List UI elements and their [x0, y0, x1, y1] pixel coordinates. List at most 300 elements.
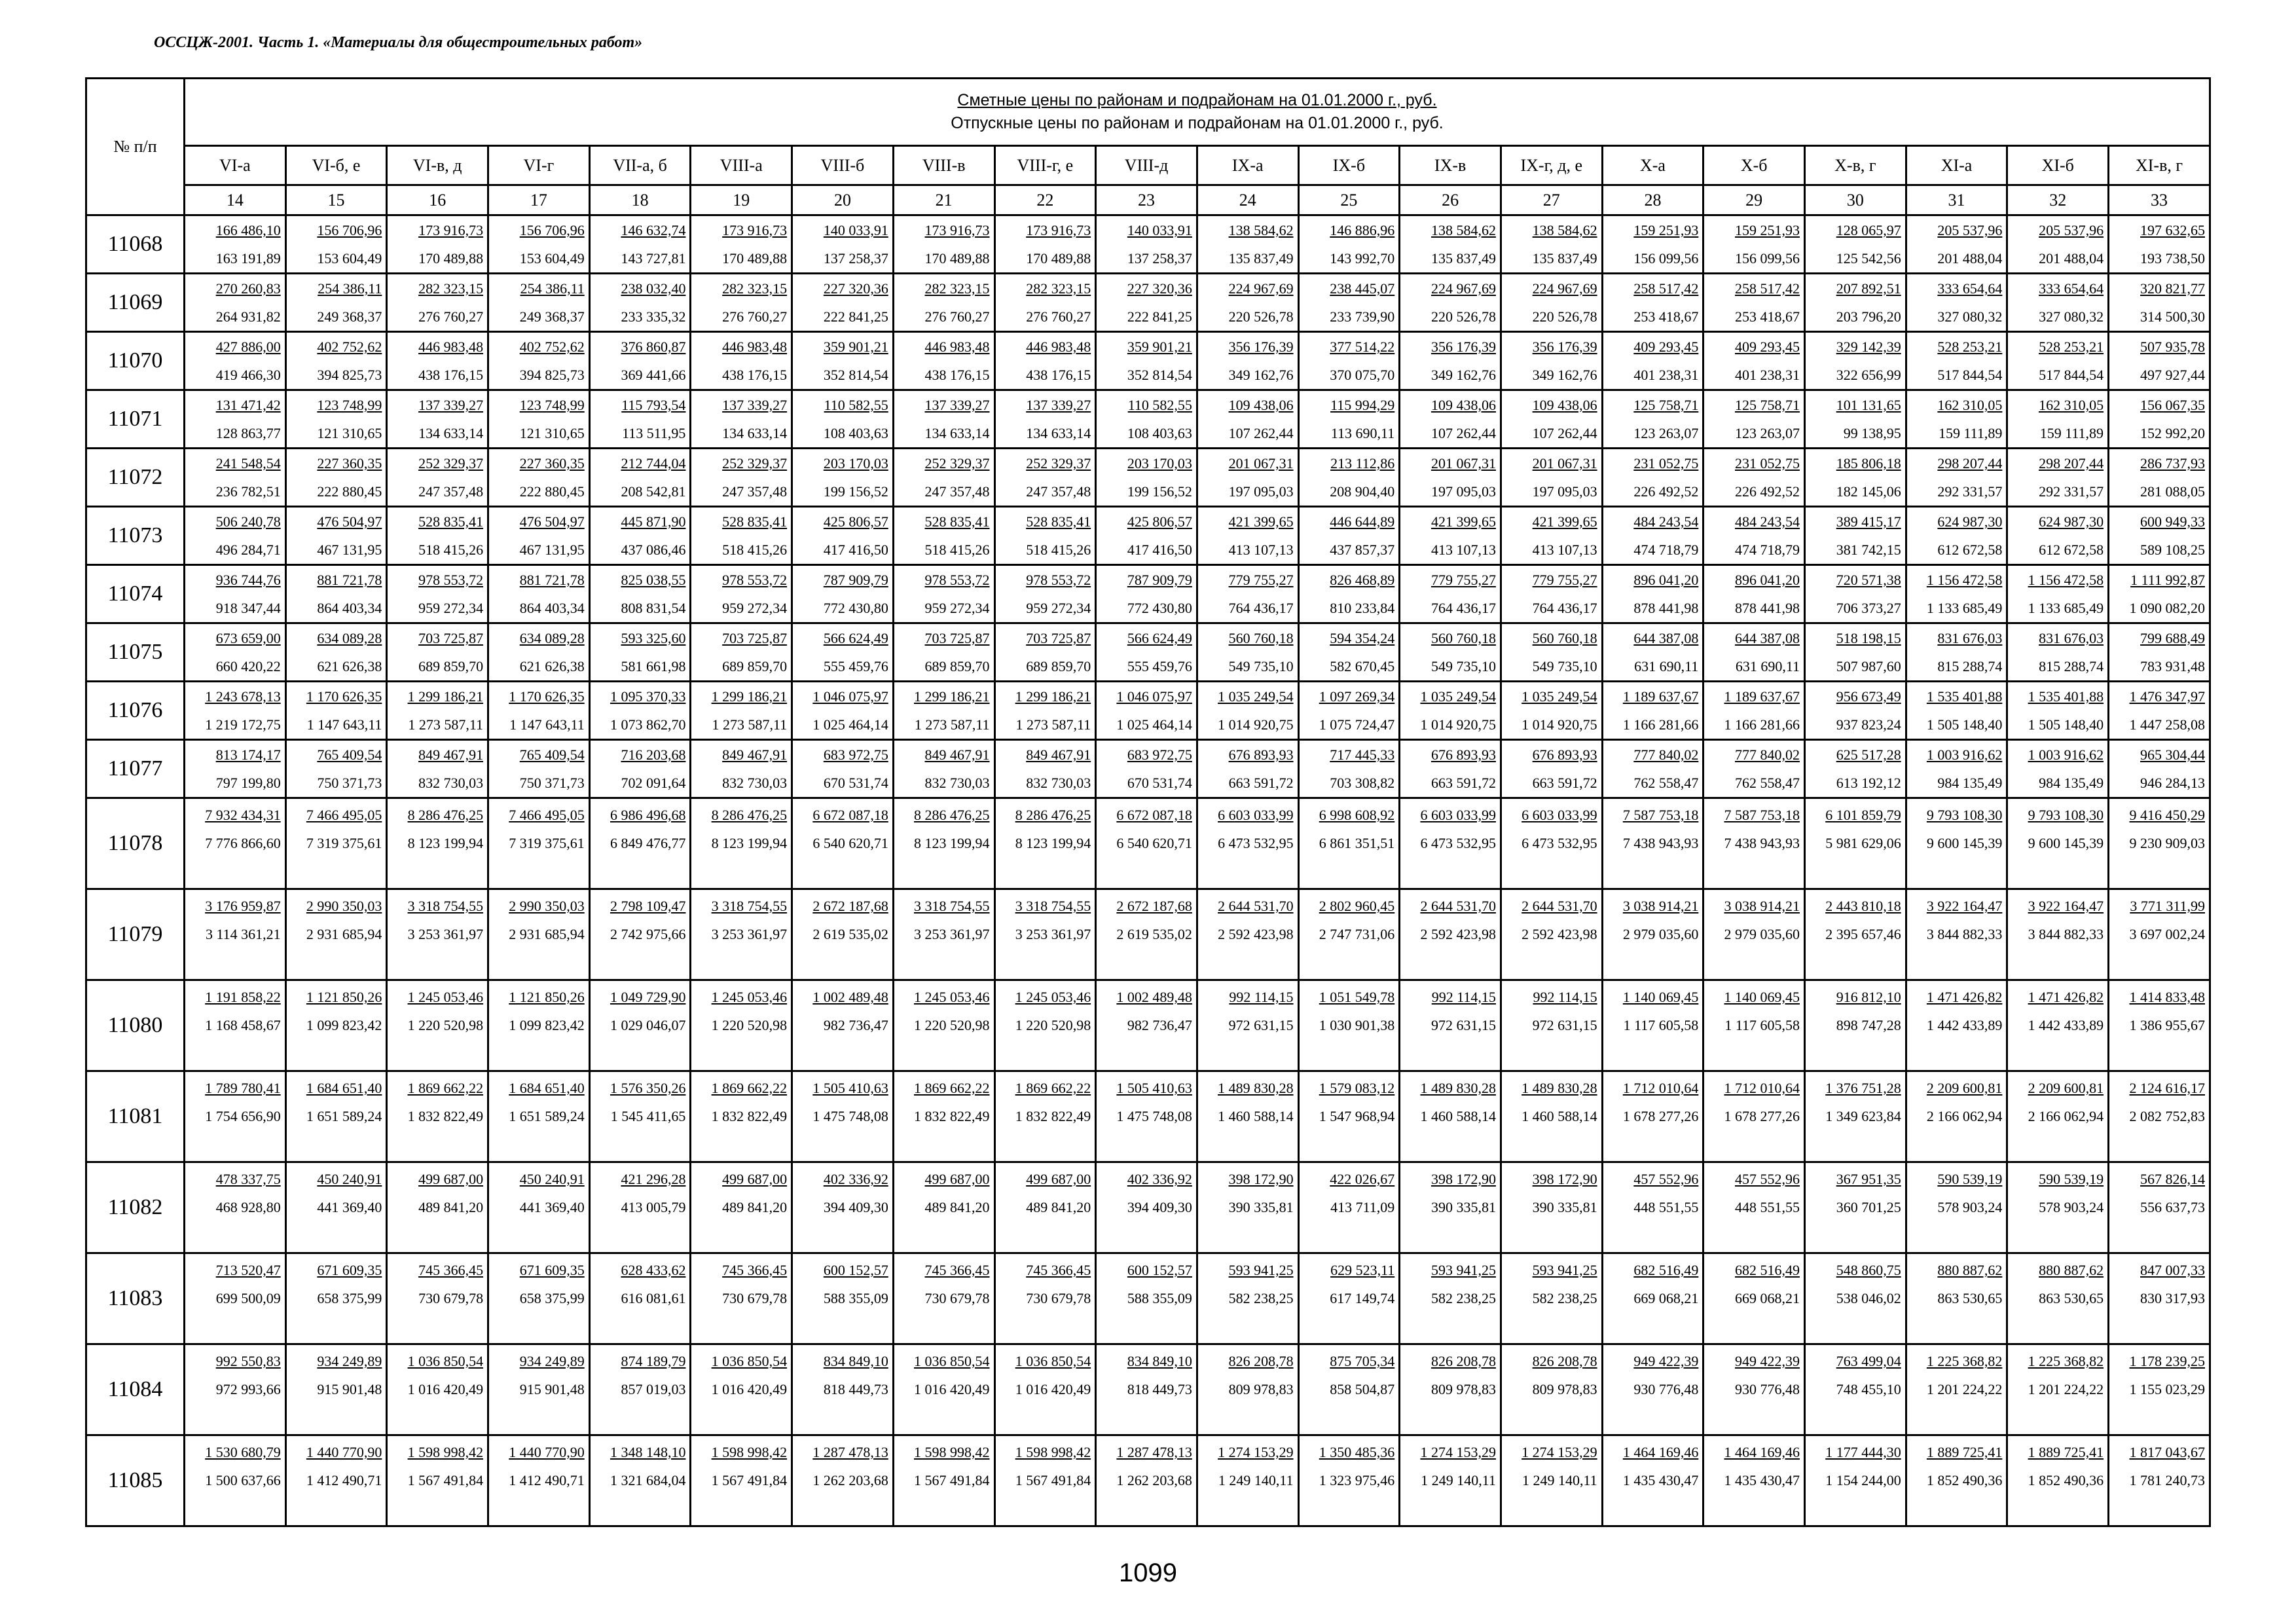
estimated-price: 683 972,75: [823, 747, 888, 763]
estimated-price: 115 793,54: [621, 397, 686, 413]
estimated-price: 499 687,00: [722, 1171, 788, 1187]
estimated-price: 720 571,38: [1836, 572, 1901, 588]
estimated-price: 826 208,78: [1228, 1353, 1294, 1369]
price-cell: [1096, 682, 1197, 740]
estimated-price: 896 041,20: [1735, 572, 1800, 588]
estimated-price: 402 752,62: [519, 339, 585, 355]
selling-price: 699 500,09: [215, 1290, 281, 1306]
selling-price: 670 531,74: [823, 775, 888, 791]
estimated-price: 6 101 859,79: [1825, 807, 1901, 823]
estimated-price: 224 967,69: [1430, 280, 1496, 297]
price-cell: [2007, 798, 2109, 889]
table-row: [86, 798, 2210, 889]
price-cell: [893, 449, 994, 507]
selling-price: 201 488,04: [1937, 250, 2003, 267]
column-index: 14: [185, 185, 286, 215]
estimated-price: 109 438,06: [1430, 397, 1496, 413]
price-cell: [589, 565, 691, 623]
selling-price: 1 678 277,26: [1724, 1108, 1800, 1124]
selling-price: 1 099 823,42: [509, 1017, 585, 1033]
price-cell: [488, 1253, 590, 1344]
estimated-price: 6 603 033,99: [1420, 807, 1496, 823]
selling-price: 170 489,88: [924, 250, 990, 267]
estimated-price: 1 489 830,28: [1522, 1080, 1597, 1096]
price-cell: [1501, 390, 1602, 449]
selling-price: 1 435 430,47: [1724, 1472, 1800, 1488]
table-row: [86, 274, 2210, 332]
selling-price: 815 288,74: [2039, 658, 2104, 674]
estimated-price: 528 253,21: [1937, 339, 2003, 355]
selling-price: 915 901,48: [317, 1381, 382, 1397]
selling-price: 1 016 420,49: [711, 1381, 788, 1397]
selling-price: 878 441,98: [1735, 600, 1800, 616]
estimated-price: 1 035 249,54: [1420, 688, 1496, 705]
selling-price: 1 273 587,11: [712, 716, 788, 733]
price-cell: [1704, 274, 1805, 332]
selling-price: 7 776 866,60: [205, 835, 281, 851]
estimated-price: 1 489 830,28: [1420, 1080, 1496, 1096]
estimated-price: 703 725,87: [1026, 630, 1091, 646]
price-cell: [185, 980, 286, 1071]
estimated-price: 1 598 998,42: [711, 1444, 788, 1460]
estimated-price: 831 676,03: [1937, 630, 2003, 646]
price-table: [85, 77, 2211, 1527]
row-number: 11082: [86, 1162, 185, 1253]
selling-price: 1 505 148,40: [1926, 716, 2003, 733]
selling-price: 616 081,61: [621, 1290, 686, 1306]
estimated-price: 644 387,08: [1633, 630, 1699, 646]
selling-price: 1 155 023,29: [2129, 1381, 2205, 1397]
column-index: 21: [893, 185, 994, 215]
selling-price: 9 600 145,39: [1926, 835, 2003, 851]
table-row: [86, 390, 2210, 449]
estimated-price: 6 672 087,18: [812, 807, 888, 823]
selling-price: 3 697 002,24: [2129, 926, 2205, 942]
estimated-price: 1 003 916,62: [1926, 747, 2003, 763]
estimated-price: 123 748,99: [519, 397, 585, 413]
estimated-price: 156 706,96: [519, 222, 585, 238]
price-cell: [1400, 1071, 1501, 1162]
selling-price: 764 436,17: [1430, 600, 1496, 616]
estimated-price: 703 725,87: [418, 630, 484, 646]
price-cell: [792, 390, 894, 449]
price-cell: [1602, 1162, 1704, 1253]
price-cell: [589, 1253, 691, 1344]
estimated-price: 1 002 489,48: [812, 989, 888, 1005]
selling-price: 858 504,87: [1330, 1381, 1395, 1397]
estimated-price: 1 156 472,58: [2028, 572, 2104, 588]
selling-price: 208 542,81: [621, 483, 686, 500]
price-cell: [1906, 390, 2007, 449]
region-header: IX-б: [1298, 146, 1400, 185]
column-index: 28: [1602, 185, 1704, 215]
price-cell: [1197, 740, 1298, 798]
estimated-price: 110 582,55: [824, 397, 888, 413]
region-header: IX-г, д, е: [1501, 146, 1602, 185]
estimated-price: 203 170,03: [823, 455, 888, 471]
price-cell: [1602, 798, 1704, 889]
price-cell: [2109, 740, 2210, 798]
selling-price: 631 690,11: [1634, 658, 1699, 674]
price-cell: [1298, 449, 1400, 507]
price-cell: [1400, 1162, 1501, 1253]
selling-price: 390 335,81: [1430, 1199, 1496, 1215]
estimated-price: 528 835,41: [418, 513, 484, 530]
selling-price: 864 403,34: [519, 600, 585, 616]
table-row: [86, 1162, 2210, 1253]
price-cell: [1704, 1344, 1805, 1435]
estimated-price: 745 366,45: [722, 1262, 788, 1278]
estimated-price: 3 176 959,87: [205, 898, 281, 914]
price-cell: [1602, 1253, 1704, 1344]
price-cell: [2109, 449, 2210, 507]
price-cell: [1197, 1071, 1298, 1162]
estimated-price: 252 329,37: [722, 455, 788, 471]
estimated-price: 713 520,47: [215, 1262, 281, 1278]
estimated-price: 8 286 476,25: [1015, 807, 1091, 823]
selling-price: 7 438 943,93: [1724, 835, 1800, 851]
estimated-price: 703 725,87: [722, 630, 788, 646]
price-cell: [285, 682, 387, 740]
row-number: 11078: [86, 798, 185, 889]
estimated-price: 6 603 033,99: [1522, 807, 1597, 823]
column-index: 16: [387, 185, 488, 215]
selling-price: 582 238,25: [1228, 1290, 1294, 1306]
estimated-price: 110 582,55: [1127, 397, 1192, 413]
estimated-price: 457 552,96: [1735, 1171, 1800, 1187]
estimated-price: 978 553,72: [1026, 572, 1091, 588]
region-header: VI-в, д: [387, 146, 488, 185]
price-cell: [1501, 507, 1602, 565]
estimated-price: 227 360,35: [519, 455, 585, 471]
selling-price: 437 857,37: [1330, 542, 1395, 558]
selling-price: 748 455,10: [1836, 1381, 1901, 1397]
estimated-price: 252 329,37: [418, 455, 484, 471]
price-cell: [185, 1071, 286, 1162]
price-cell: [589, 507, 691, 565]
estimated-price: 949 422,39: [1633, 1353, 1699, 1369]
selling-price: 730 679,78: [418, 1290, 484, 1306]
selling-price: 1 435 430,47: [1622, 1472, 1699, 1488]
selling-price: 276 760,27: [418, 308, 484, 325]
estimated-price: 9 416 450,29: [2129, 807, 2205, 823]
price-cell: [1197, 889, 1298, 980]
price-cell: [488, 980, 590, 1071]
estimated-price: 128 065,97: [1836, 222, 1901, 238]
selling-price: 128 863,77: [215, 425, 281, 441]
estimated-price: 1 684 651,40: [306, 1080, 382, 1096]
estimated-price: 138 584,62: [1228, 222, 1294, 238]
estimated-price: 2 644 531,70: [1522, 898, 1597, 914]
region-header: XI-в, г: [2109, 146, 2210, 185]
estimated-price: 1 598 998,42: [1015, 1444, 1091, 1460]
estimated-price: 825 038,55: [621, 572, 686, 588]
estimated-price: 1 049 729,90: [610, 989, 686, 1005]
estimated-price: 8 286 476,25: [914, 807, 990, 823]
price-cell: [1805, 980, 1906, 1071]
selling-price: 222 841,25: [1127, 308, 1192, 325]
price-cell: [1501, 449, 1602, 507]
estimated-price: 398 172,90: [1228, 1171, 1294, 1187]
price-cell: [285, 740, 387, 798]
estimated-price: 1 170 626,35: [306, 688, 382, 705]
price-cell: [185, 390, 286, 449]
estimated-price: 409 293,45: [1735, 339, 1800, 355]
selling-price: 163 191,89: [215, 250, 281, 267]
price-cell: [1096, 565, 1197, 623]
row-number: 11081: [86, 1071, 185, 1162]
estimated-price: 1 505 410,63: [812, 1080, 888, 1096]
selling-price: 249 368,37: [317, 308, 382, 325]
price-cell: [1400, 507, 1501, 565]
selling-price: 517 844,54: [2039, 367, 2104, 383]
estimated-price: 1 684 651,40: [509, 1080, 585, 1096]
selling-price: 2 592 423,98: [1522, 926, 1597, 942]
column-index: 20: [792, 185, 894, 215]
price-cell: [185, 1162, 286, 1253]
price-cell: [1501, 1253, 1602, 1344]
estimated-price: 683 972,75: [1127, 747, 1192, 763]
estimated-price: 137 339,27: [722, 397, 788, 413]
selling-price: 2 592 423,98: [1218, 926, 1294, 942]
price-cell: [1906, 1344, 2007, 1435]
price-cell: [2109, 1162, 2210, 1253]
selling-price: 222 841,25: [823, 308, 888, 325]
price-cell: [1298, 980, 1400, 1071]
estimated-price: 1 245 053,46: [711, 989, 788, 1005]
estimated-price: 1 889 725,41: [2028, 1444, 2104, 1460]
price-cell: [1805, 1435, 1906, 1526]
selling-price: 1 500 637,66: [205, 1472, 281, 1488]
table-row: [86, 507, 2210, 565]
selling-price: 199 156,52: [1127, 483, 1192, 500]
selling-price: 972 993,66: [215, 1381, 281, 1397]
estimated-price: 446 983,48: [722, 339, 788, 355]
estimated-price: 7 587 753,18: [1724, 807, 1800, 823]
estimated-price: 3 318 754,55: [711, 898, 788, 914]
price-cell: [589, 215, 691, 274]
selling-price: 1 166 281,66: [1724, 716, 1800, 733]
estimated-price: 1 299 186,21: [1015, 688, 1091, 705]
selling-price: 809 978,83: [1532, 1381, 1597, 1397]
selling-price: 236 782,51: [215, 483, 281, 500]
price-cell: [792, 332, 894, 390]
selling-price: 2 592 423,98: [1420, 926, 1496, 942]
price-cell: [792, 507, 894, 565]
price-cell: [691, 274, 792, 332]
selling-price: 381 742,15: [1836, 542, 1901, 558]
estimated-price: 2 124 616,17: [2129, 1080, 2205, 1096]
estimated-price: 156 706,96: [317, 222, 382, 238]
estimated-price: 1 414 833,48: [2129, 989, 2205, 1005]
row-number: 11073: [86, 507, 185, 565]
selling-price: 750 371,73: [317, 775, 382, 791]
estimated-price: 896 041,20: [1633, 572, 1699, 588]
price-cell: [1400, 332, 1501, 390]
selling-price: 1 651 589,24: [509, 1108, 585, 1124]
price-cell: [994, 390, 1096, 449]
estimated-price: 1 476 347,97: [2129, 688, 2205, 705]
selling-price: 982 736,47: [823, 1017, 888, 1033]
selling-price: 413 107,13: [1430, 542, 1496, 558]
estimated-price: 478 337,75: [215, 1171, 281, 1187]
selling-price: 233 739,90: [1330, 308, 1395, 325]
price-cell: [387, 390, 488, 449]
estimated-price: 600 152,57: [1127, 1262, 1192, 1278]
price-cell: [488, 449, 590, 507]
selling-price: 208 904,40: [1330, 483, 1395, 500]
estimated-price: 6 998 608,92: [1319, 807, 1395, 823]
selling-price: 797 199,80: [215, 775, 281, 791]
estimated-price: 1 712 010,64: [1622, 1080, 1699, 1096]
estimated-price: 270 260,83: [215, 280, 281, 297]
estimated-price: 402 336,92: [1127, 1171, 1192, 1187]
selling-price: 5 981 629,06: [1825, 835, 1901, 851]
estimated-price: 286 737,93: [2140, 455, 2205, 471]
price-cell: [1298, 1435, 1400, 1526]
selling-price: 401 238,31: [1735, 367, 1800, 383]
price-cell: [1096, 449, 1197, 507]
selling-price: 764 436,17: [1228, 600, 1294, 616]
estimated-price: 213 112,86: [1330, 455, 1395, 471]
price-cell: [2007, 274, 2109, 332]
selling-price: 832 730,03: [1026, 775, 1091, 791]
selling-price: 1 117 605,58: [1623, 1017, 1699, 1033]
estimated-price: 634 089,28: [519, 630, 585, 646]
price-cell: [1906, 565, 2007, 623]
price-cell: [1906, 449, 2007, 507]
estimated-price: 1 121 850,26: [509, 989, 585, 1005]
selling-price: 809 978,83: [1228, 1381, 1294, 1397]
selling-price: 292 331,57: [2039, 483, 2104, 500]
estimated-price: 6 986 496,68: [610, 807, 686, 823]
price-cell: [1096, 623, 1197, 682]
selling-price: 2 082 752,83: [2129, 1108, 2205, 1124]
estimated-price: 227 320,36: [1127, 280, 1192, 297]
selling-price: 276 760,27: [1026, 308, 1091, 325]
price-cell: [893, 1162, 994, 1253]
price-cell: [185, 740, 286, 798]
price-cell: [387, 682, 488, 740]
price-cell: [285, 798, 387, 889]
price-cell: [185, 507, 286, 565]
selling-price: 582 238,25: [1532, 1290, 1597, 1306]
region-header: X-б: [1704, 146, 1805, 185]
row-number: 11068: [86, 215, 185, 274]
selling-price: 159 111,89: [2039, 425, 2104, 441]
price-cell: [387, 980, 488, 1071]
estimated-price: 162 310,05: [2039, 397, 2104, 413]
selling-price: 6 540 620,71: [812, 835, 888, 851]
price-cell: [1501, 623, 1602, 682]
selling-price: 369 441,66: [621, 367, 686, 383]
selling-price: 3 844 882,33: [2028, 926, 2104, 942]
selling-price: 123 263,07: [1633, 425, 1699, 441]
region-header: VIII-в: [893, 146, 994, 185]
price-cell: [1298, 1344, 1400, 1435]
price-cell: [893, 889, 994, 980]
selling-price: 658 375,99: [317, 1290, 382, 1306]
price-cell: [387, 274, 488, 332]
price-cell: [387, 623, 488, 682]
selling-price: 1 249 140,11: [1421, 1472, 1496, 1488]
selling-price: 134 633,14: [924, 425, 990, 441]
selling-price: 6 473 532,95: [1522, 835, 1597, 851]
region-header: VIII-б: [792, 146, 894, 185]
estimated-price: 1 287 478,13: [1116, 1444, 1192, 1460]
estimated-price: 166 486,10: [215, 222, 281, 238]
estimated-price: 446 983,48: [1026, 339, 1091, 355]
price-cell: [893, 507, 994, 565]
selling-price: 170 489,88: [418, 250, 484, 267]
estimated-price: 1 274 153,29: [1218, 1444, 1294, 1460]
estimated-price: 146 886,96: [1330, 222, 1395, 238]
selling-price: 7 319 375,61: [306, 835, 382, 851]
estimated-price: 446 644,89: [1330, 513, 1395, 530]
selling-price: 1 090 082,20: [2129, 600, 2205, 616]
price-cell: [1704, 390, 1805, 449]
price-cell: [185, 565, 286, 623]
estimated-price: 745 366,45: [418, 1262, 484, 1278]
selling-price: 702 091,64: [621, 775, 686, 791]
selling-price: 197 095,03: [1228, 483, 1294, 500]
estimated-price: 3 318 754,55: [914, 898, 990, 914]
selling-price: 159 111,89: [1939, 425, 2003, 441]
estimated-price: 1 489 830,28: [1218, 1080, 1294, 1096]
estimated-price: 499 687,00: [418, 1171, 484, 1187]
selling-price: 197 095,03: [1532, 483, 1597, 500]
price-cell: [1400, 740, 1501, 798]
selling-price: 137 258,37: [823, 250, 888, 267]
selling-price: 1 349 623,84: [1825, 1108, 1901, 1124]
selling-price: 2 166 062,94: [2028, 1108, 2104, 1124]
estimated-price: 356 176,39: [1532, 339, 1597, 355]
region-header: IX-в: [1400, 146, 1501, 185]
estimated-price: 1 817 043,67: [2129, 1444, 2205, 1460]
price-cell: [185, 1344, 286, 1435]
region-header: VI-б, е: [285, 146, 387, 185]
estimated-price: 1 535 401,88: [1926, 688, 2003, 705]
selling-price: 1 547 968,94: [1319, 1108, 1395, 1124]
selling-price: 489 841,20: [1026, 1199, 1091, 1215]
price-cell: [691, 565, 792, 623]
table-row: [86, 1071, 2210, 1162]
price-cell: [1602, 449, 1704, 507]
price-cell: [1704, 1253, 1805, 1344]
price-cell: [1400, 215, 1501, 274]
price-cell: [1501, 889, 1602, 980]
price-cell: [792, 740, 894, 798]
estimated-price: 131 471,42: [215, 397, 281, 413]
estimated-price: 1 140 069,45: [1622, 989, 1699, 1005]
estimated-price: 173 916,73: [418, 222, 484, 238]
price-cell: [1704, 215, 1805, 274]
price-cell: [1906, 682, 2007, 740]
selling-price: 1 505 148,40: [2028, 716, 2104, 733]
price-cell: [1906, 1435, 2007, 1526]
estimated-price: 1 299 186,21: [407, 688, 484, 705]
estimated-price: 238 445,07: [1330, 280, 1395, 297]
column-index: 22: [994, 185, 1096, 215]
estimated-price: 624 987,30: [2039, 513, 2104, 530]
price-cell: [1805, 740, 1906, 798]
price-cell: [691, 740, 792, 798]
row-number: 11077: [86, 740, 185, 798]
price-cell: [285, 507, 387, 565]
price-cell: [1197, 1435, 1298, 1526]
price-cell: [1096, 274, 1197, 332]
selling-price: 2 931 685,94: [509, 926, 585, 942]
